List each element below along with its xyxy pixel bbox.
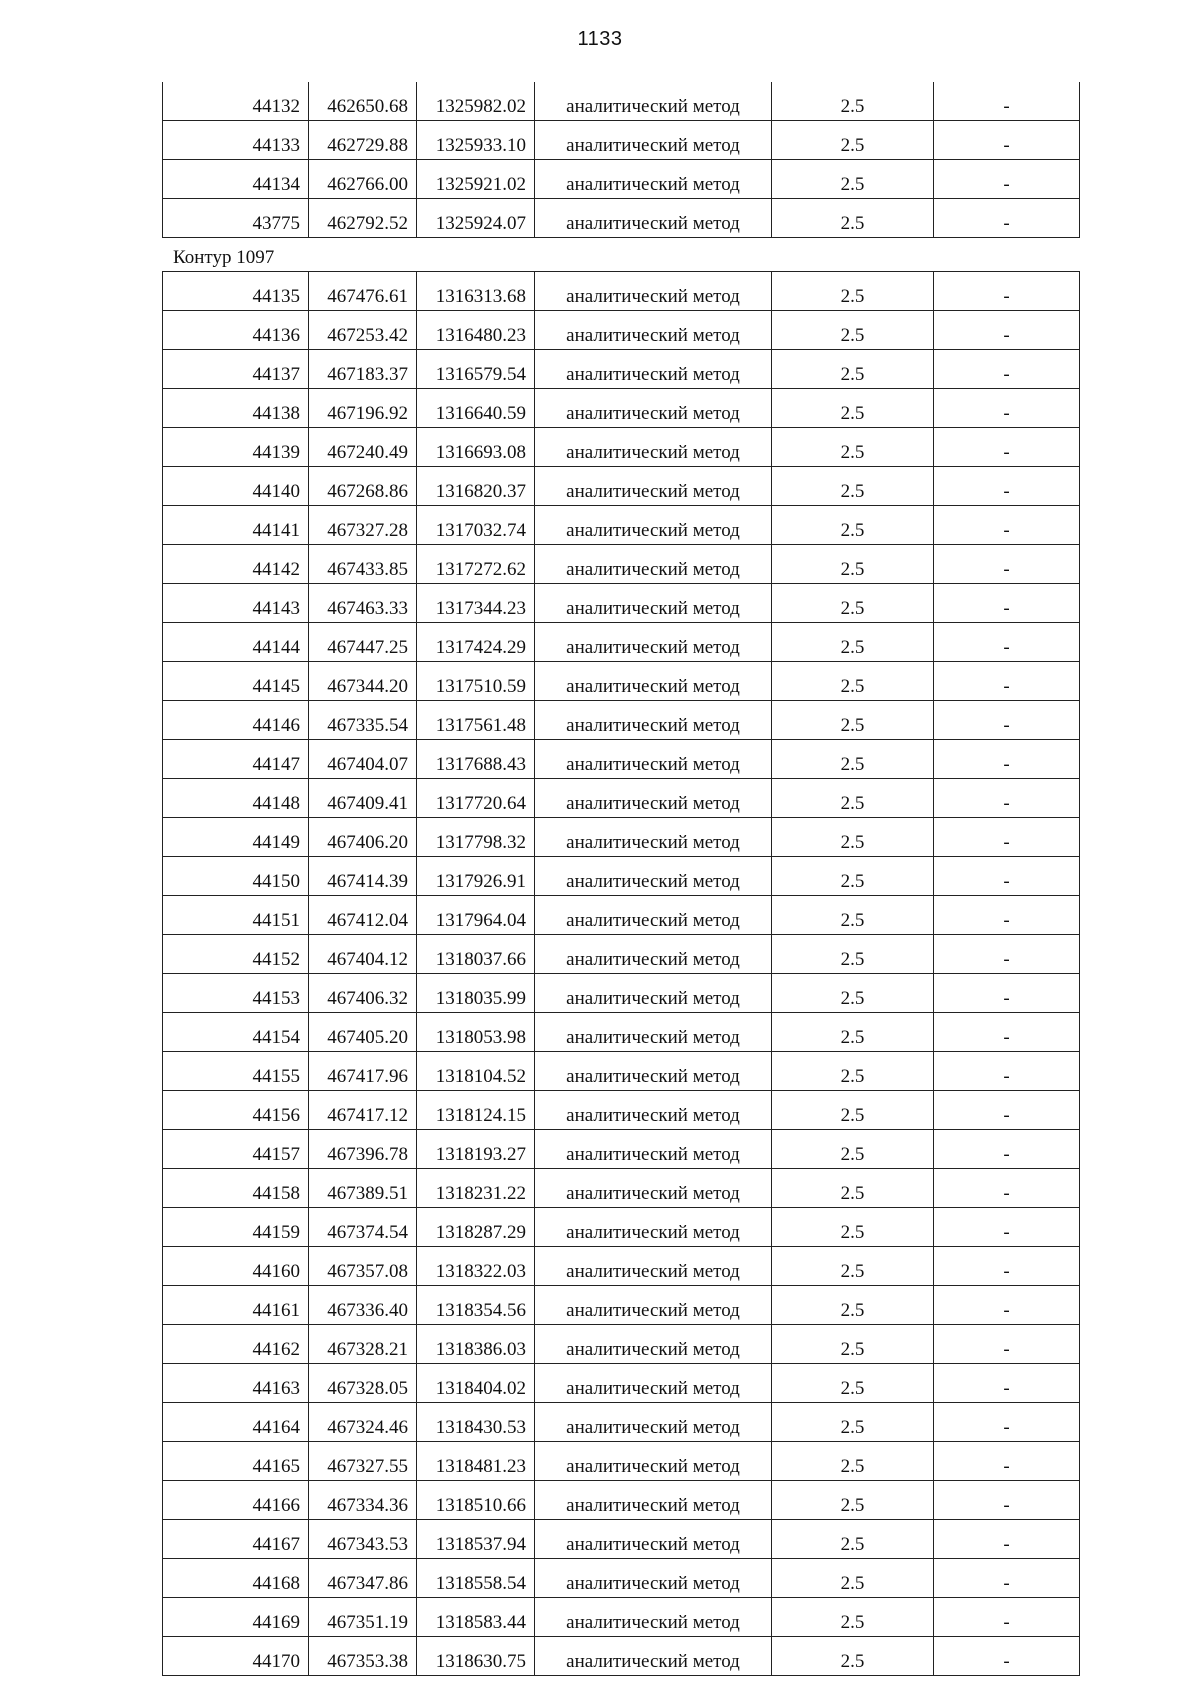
accuracy-cell: 2.5	[772, 467, 934, 506]
accuracy-cell: 2.5	[772, 389, 934, 428]
method-cell: аналитический метод	[535, 1559, 772, 1598]
point-id-cell: 44134	[163, 160, 309, 199]
table-row	[163, 121, 1080, 160]
note-cell: -	[934, 584, 1080, 623]
method-cell: аналитический метод	[535, 1130, 772, 1169]
point-id-cell: 44136	[163, 311, 309, 350]
point-id-cell: 44148	[163, 779, 309, 818]
method-cell: аналитический метод	[535, 818, 772, 857]
accuracy-cell: 2.5	[772, 818, 934, 857]
note-cell: -	[934, 1286, 1080, 1325]
accuracy-cell: 2.5	[772, 896, 934, 935]
y-coordinate-cell: 1318430.53	[417, 1403, 535, 1442]
method-cell: аналитический метод	[535, 1169, 772, 1208]
y-coordinate-cell: 1325924.07	[417, 199, 535, 238]
note-cell: -	[934, 818, 1080, 857]
table-row	[163, 1598, 1080, 1637]
note-cell: -	[934, 623, 1080, 662]
table-row	[163, 1520, 1080, 1559]
method-cell: аналитический метод	[535, 1598, 772, 1637]
y-coordinate-cell: 1317510.59	[417, 662, 535, 701]
method-cell: аналитический метод	[535, 1208, 772, 1247]
accuracy-cell: 2.5	[772, 935, 934, 974]
x-coordinate-cell: 462729.88	[309, 121, 417, 160]
table-row	[163, 1052, 1080, 1091]
method-cell: аналитический метод	[535, 896, 772, 935]
x-coordinate-cell: 467253.42	[309, 311, 417, 350]
point-id-cell: 44151	[163, 896, 309, 935]
x-coordinate-cell: 467404.07	[309, 740, 417, 779]
point-id-cell: 44152	[163, 935, 309, 974]
y-coordinate-cell: 1317720.64	[417, 779, 535, 818]
note-cell: -	[934, 701, 1080, 740]
method-cell: аналитический метод	[535, 350, 772, 389]
accuracy-cell: 2.5	[772, 1403, 934, 1442]
y-coordinate-cell: 1317272.62	[417, 545, 535, 584]
x-coordinate-cell: 467463.33	[309, 584, 417, 623]
y-coordinate-cell: 1317344.23	[417, 584, 535, 623]
y-coordinate-cell: 1325982.02	[417, 82, 535, 121]
x-coordinate-cell: 467344.20	[309, 662, 417, 701]
note-cell: -	[934, 1013, 1080, 1052]
method-cell: аналитический метод	[535, 199, 772, 238]
accuracy-cell: 2.5	[772, 1169, 934, 1208]
x-coordinate-cell: 467183.37	[309, 350, 417, 389]
x-coordinate-cell: 462792.52	[309, 199, 417, 238]
table-row	[163, 818, 1080, 857]
table-row	[163, 1442, 1080, 1481]
note-cell: -	[934, 974, 1080, 1013]
x-coordinate-cell: 467396.78	[309, 1130, 417, 1169]
accuracy-cell: 2.5	[772, 1091, 934, 1130]
method-cell: аналитический метод	[535, 1364, 772, 1403]
table-row	[163, 1091, 1080, 1130]
x-coordinate-cell: 467447.25	[309, 623, 417, 662]
table-row	[163, 1481, 1080, 1520]
y-coordinate-cell: 1316313.68	[417, 272, 535, 311]
note-cell: -	[934, 935, 1080, 974]
note-cell: -	[934, 779, 1080, 818]
table-row	[163, 1403, 1080, 1442]
method-cell: аналитический метод	[535, 974, 772, 1013]
table-row	[163, 1637, 1080, 1676]
x-coordinate-cell: 467406.20	[309, 818, 417, 857]
note-cell: -	[934, 545, 1080, 584]
y-coordinate-cell: 1316640.59	[417, 389, 535, 428]
x-coordinate-cell: 467353.38	[309, 1637, 417, 1676]
point-id-cell: 44135	[163, 272, 309, 311]
y-coordinate-cell: 1316579.54	[417, 350, 535, 389]
table-row	[163, 623, 1080, 662]
note-cell: -	[934, 311, 1080, 350]
table-row	[163, 389, 1080, 428]
accuracy-cell: 2.5	[772, 1481, 934, 1520]
note-cell: -	[934, 467, 1080, 506]
note-cell: -	[934, 1481, 1080, 1520]
y-coordinate-cell: 1316693.08	[417, 428, 535, 467]
note-cell: -	[934, 1559, 1080, 1598]
method-cell: аналитический метод	[535, 311, 772, 350]
point-id-cell: 44147	[163, 740, 309, 779]
method-cell: аналитический метод	[535, 779, 772, 818]
accuracy-cell: 2.5	[772, 1325, 934, 1364]
accuracy-cell: 2.5	[772, 1130, 934, 1169]
x-coordinate-cell: 467328.05	[309, 1364, 417, 1403]
method-cell: аналитический метод	[535, 160, 772, 199]
note-cell: -	[934, 1169, 1080, 1208]
x-coordinate-cell: 467328.21	[309, 1325, 417, 1364]
point-id-cell: 44133	[163, 121, 309, 160]
x-coordinate-cell: 467347.86	[309, 1559, 417, 1598]
method-cell: аналитический метод	[535, 857, 772, 896]
point-id-cell: 44149	[163, 818, 309, 857]
x-coordinate-cell: 467405.20	[309, 1013, 417, 1052]
point-id-cell: 44142	[163, 545, 309, 584]
x-coordinate-cell: 467412.04	[309, 896, 417, 935]
method-cell: аналитический метод	[535, 935, 772, 974]
table-row	[163, 779, 1080, 818]
x-coordinate-cell: 467324.46	[309, 1403, 417, 1442]
table-row	[163, 311, 1080, 350]
accuracy-cell: 2.5	[772, 1013, 934, 1052]
table-row	[163, 506, 1080, 545]
y-coordinate-cell: 1317798.32	[417, 818, 535, 857]
point-id-cell: 44150	[163, 857, 309, 896]
y-coordinate-cell: 1325933.10	[417, 121, 535, 160]
table-row	[163, 467, 1080, 506]
point-id-cell: 44168	[163, 1559, 309, 1598]
accuracy-cell: 2.5	[772, 1442, 934, 1481]
y-coordinate-cell: 1318193.27	[417, 1130, 535, 1169]
accuracy-cell: 2.5	[772, 121, 934, 160]
method-cell: аналитический метод	[535, 1520, 772, 1559]
table-row	[163, 1364, 1080, 1403]
note-cell: -	[934, 1598, 1080, 1637]
y-coordinate-cell: 1318322.03	[417, 1247, 535, 1286]
x-coordinate-cell: 467327.55	[309, 1442, 417, 1481]
accuracy-cell: 2.5	[772, 857, 934, 896]
method-cell: аналитический метод	[535, 121, 772, 160]
table-row	[163, 199, 1080, 238]
method-cell: аналитический метод	[535, 662, 772, 701]
table-row	[163, 545, 1080, 584]
x-coordinate-cell: 467196.92	[309, 389, 417, 428]
point-id-cell: 44162	[163, 1325, 309, 1364]
accuracy-cell: 2.5	[772, 1052, 934, 1091]
table-row	[163, 935, 1080, 974]
method-cell: аналитический метод	[535, 1286, 772, 1325]
accuracy-cell: 2.5	[772, 82, 934, 121]
x-coordinate-cell: 467409.41	[309, 779, 417, 818]
accuracy-cell: 2.5	[772, 1286, 934, 1325]
note-cell: -	[934, 1052, 1080, 1091]
y-coordinate-cell: 1318510.66	[417, 1481, 535, 1520]
accuracy-cell: 2.5	[772, 740, 934, 779]
x-coordinate-cell: 467404.12	[309, 935, 417, 974]
note-cell: -	[934, 350, 1080, 389]
accuracy-cell: 2.5	[772, 974, 934, 1013]
point-id-cell: 44170	[163, 1637, 309, 1676]
x-coordinate-cell: 467417.96	[309, 1052, 417, 1091]
table-row	[163, 662, 1080, 701]
y-coordinate-cell: 1318231.22	[417, 1169, 535, 1208]
table-row	[163, 428, 1080, 467]
method-cell: аналитический метод	[535, 428, 772, 467]
method-cell: аналитический метод	[535, 623, 772, 662]
note-cell: -	[934, 389, 1080, 428]
accuracy-cell: 2.5	[772, 701, 934, 740]
point-id-cell: 44156	[163, 1091, 309, 1130]
table-row	[163, 857, 1080, 896]
point-id-cell: 44146	[163, 701, 309, 740]
table-row	[163, 701, 1080, 740]
method-cell: аналитический метод	[535, 1247, 772, 1286]
y-coordinate-cell: 1318386.03	[417, 1325, 535, 1364]
table-row	[163, 1169, 1080, 1208]
x-coordinate-cell: 462766.00	[309, 160, 417, 199]
note-cell: -	[934, 1637, 1080, 1676]
method-cell: аналитический метод	[535, 545, 772, 584]
y-coordinate-cell: 1318537.94	[417, 1520, 535, 1559]
point-id-cell: 44132	[163, 82, 309, 121]
point-id-cell: 44141	[163, 506, 309, 545]
accuracy-cell: 2.5	[772, 779, 934, 818]
point-id-cell: 44154	[163, 1013, 309, 1052]
point-id-cell: 44155	[163, 1052, 309, 1091]
table-row	[163, 1559, 1080, 1598]
table-row	[163, 1013, 1080, 1052]
accuracy-cell: 2.5	[772, 428, 934, 467]
table-row	[163, 82, 1080, 121]
method-cell: аналитический метод	[535, 1052, 772, 1091]
accuracy-cell: 2.5	[772, 506, 934, 545]
coordinates-table-contour	[162, 271, 1080, 1676]
point-id-cell: 43775	[163, 199, 309, 238]
table-row	[163, 896, 1080, 935]
method-cell: аналитический метод	[535, 1325, 772, 1364]
method-cell: аналитический метод	[535, 1403, 772, 1442]
accuracy-cell: 2.5	[772, 311, 934, 350]
point-id-cell: 44167	[163, 1520, 309, 1559]
accuracy-cell: 2.5	[772, 199, 934, 238]
point-id-cell: 44163	[163, 1364, 309, 1403]
x-coordinate-cell: 467476.61	[309, 272, 417, 311]
table-row	[163, 974, 1080, 1013]
point-id-cell: 44165	[163, 1442, 309, 1481]
table-row	[163, 1286, 1080, 1325]
y-coordinate-cell: 1316820.37	[417, 467, 535, 506]
y-coordinate-cell: 1316480.23	[417, 311, 535, 350]
x-coordinate-cell: 467268.86	[309, 467, 417, 506]
y-coordinate-cell: 1318037.66	[417, 935, 535, 974]
y-coordinate-cell: 1317032.74	[417, 506, 535, 545]
accuracy-cell: 2.5	[772, 1208, 934, 1247]
x-coordinate-cell: 467240.49	[309, 428, 417, 467]
note-cell: -	[934, 1442, 1080, 1481]
x-coordinate-cell: 467374.54	[309, 1208, 417, 1247]
point-id-cell: 44159	[163, 1208, 309, 1247]
point-id-cell: 44153	[163, 974, 309, 1013]
x-coordinate-cell: 467406.32	[309, 974, 417, 1013]
table-row	[163, 740, 1080, 779]
coordinates-table-continued	[162, 82, 1080, 238]
table-row	[163, 272, 1080, 311]
note-cell: -	[934, 1130, 1080, 1169]
table-row	[163, 350, 1080, 389]
y-coordinate-cell: 1317964.04	[417, 896, 535, 935]
method-cell: аналитический метод	[535, 1013, 772, 1052]
x-coordinate-cell: 467334.36	[309, 1481, 417, 1520]
contour-label: Контур 1097	[173, 247, 275, 268]
y-coordinate-cell: 1318287.29	[417, 1208, 535, 1247]
accuracy-cell: 2.5	[772, 1598, 934, 1637]
method-cell: аналитический метод	[535, 506, 772, 545]
note-cell: -	[934, 121, 1080, 160]
x-coordinate-cell: 467336.40	[309, 1286, 417, 1325]
note-cell: -	[934, 1364, 1080, 1403]
method-cell: аналитический метод	[535, 82, 772, 121]
point-id-cell: 44158	[163, 1169, 309, 1208]
method-cell: аналитический метод	[535, 1442, 772, 1481]
table-row	[163, 160, 1080, 199]
method-cell: аналитический метод	[535, 1637, 772, 1676]
note-cell: -	[934, 1520, 1080, 1559]
accuracy-cell: 2.5	[772, 350, 934, 389]
note-cell: -	[934, 1403, 1080, 1442]
note-cell: -	[934, 1247, 1080, 1286]
x-coordinate-cell: 462650.68	[309, 82, 417, 121]
point-id-cell: 44160	[163, 1247, 309, 1286]
y-coordinate-cell: 1317424.29	[417, 623, 535, 662]
y-coordinate-cell: 1318481.23	[417, 1442, 535, 1481]
method-cell: аналитический метод	[535, 1091, 772, 1130]
note-cell: -	[934, 740, 1080, 779]
x-coordinate-cell: 467335.54	[309, 701, 417, 740]
method-cell: аналитический метод	[535, 584, 772, 623]
point-id-cell: 44164	[163, 1403, 309, 1442]
note-cell: -	[934, 896, 1080, 935]
table-row	[163, 1130, 1080, 1169]
table-row	[163, 1325, 1080, 1364]
note-cell: -	[934, 1208, 1080, 1247]
page-number: 1133	[577, 28, 623, 50]
x-coordinate-cell: 467351.19	[309, 1598, 417, 1637]
point-id-cell: 44137	[163, 350, 309, 389]
point-id-cell: 44161	[163, 1286, 309, 1325]
accuracy-cell: 2.5	[772, 545, 934, 584]
y-coordinate-cell: 1317926.91	[417, 857, 535, 896]
x-coordinate-cell: 467417.12	[309, 1091, 417, 1130]
table-row	[163, 1247, 1080, 1286]
y-coordinate-cell: 1317561.48	[417, 701, 535, 740]
method-cell: аналитический метод	[535, 467, 772, 506]
point-id-cell: 44139	[163, 428, 309, 467]
table-row	[163, 584, 1080, 623]
x-coordinate-cell: 467389.51	[309, 1169, 417, 1208]
note-cell: -	[934, 82, 1080, 121]
y-coordinate-cell: 1318354.56	[417, 1286, 535, 1325]
y-coordinate-cell: 1318583.44	[417, 1598, 535, 1637]
y-coordinate-cell: 1318404.02	[417, 1364, 535, 1403]
accuracy-cell: 2.5	[772, 1364, 934, 1403]
accuracy-cell: 2.5	[772, 623, 934, 662]
x-coordinate-cell: 467433.85	[309, 545, 417, 584]
y-coordinate-cell: 1318104.52	[417, 1052, 535, 1091]
y-coordinate-cell: 1318053.98	[417, 1013, 535, 1052]
accuracy-cell: 2.5	[772, 584, 934, 623]
point-id-cell: 44157	[163, 1130, 309, 1169]
point-id-cell: 44169	[163, 1598, 309, 1637]
y-coordinate-cell: 1318558.54	[417, 1559, 535, 1598]
method-cell: аналитический метод	[535, 1481, 772, 1520]
accuracy-cell: 2.5	[772, 1559, 934, 1598]
note-cell: -	[934, 199, 1080, 238]
accuracy-cell: 2.5	[772, 662, 934, 701]
note-cell: -	[934, 662, 1080, 701]
y-coordinate-cell: 1318035.99	[417, 974, 535, 1013]
note-cell: -	[934, 160, 1080, 199]
accuracy-cell: 2.5	[772, 1637, 934, 1676]
note-cell: -	[934, 506, 1080, 545]
accuracy-cell: 2.5	[772, 160, 934, 199]
method-cell: аналитический метод	[535, 701, 772, 740]
x-coordinate-cell: 467343.53	[309, 1520, 417, 1559]
note-cell: -	[934, 857, 1080, 896]
accuracy-cell: 2.5	[772, 1520, 934, 1559]
point-id-cell: 44138	[163, 389, 309, 428]
y-coordinate-cell: 1318630.75	[417, 1637, 535, 1676]
x-coordinate-cell: 467357.08	[309, 1247, 417, 1286]
note-cell: -	[934, 272, 1080, 311]
point-id-cell: 44145	[163, 662, 309, 701]
method-cell: аналитический метод	[535, 389, 772, 428]
note-cell: -	[934, 1091, 1080, 1130]
x-coordinate-cell: 467414.39	[309, 857, 417, 896]
y-coordinate-cell: 1325921.02	[417, 160, 535, 199]
table-row	[163, 1208, 1080, 1247]
point-id-cell: 44144	[163, 623, 309, 662]
accuracy-cell: 2.5	[772, 1247, 934, 1286]
method-cell: аналитический метод	[535, 740, 772, 779]
point-id-cell: 44166	[163, 1481, 309, 1520]
note-cell: -	[934, 1325, 1080, 1364]
accuracy-cell: 2.5	[772, 272, 934, 311]
y-coordinate-cell: 1318124.15	[417, 1091, 535, 1130]
method-cell: аналитический метод	[535, 272, 772, 311]
note-cell: -	[934, 428, 1080, 467]
x-coordinate-cell: 467327.28	[309, 506, 417, 545]
point-id-cell: 44143	[163, 584, 309, 623]
y-coordinate-cell: 1317688.43	[417, 740, 535, 779]
point-id-cell: 44140	[163, 467, 309, 506]
